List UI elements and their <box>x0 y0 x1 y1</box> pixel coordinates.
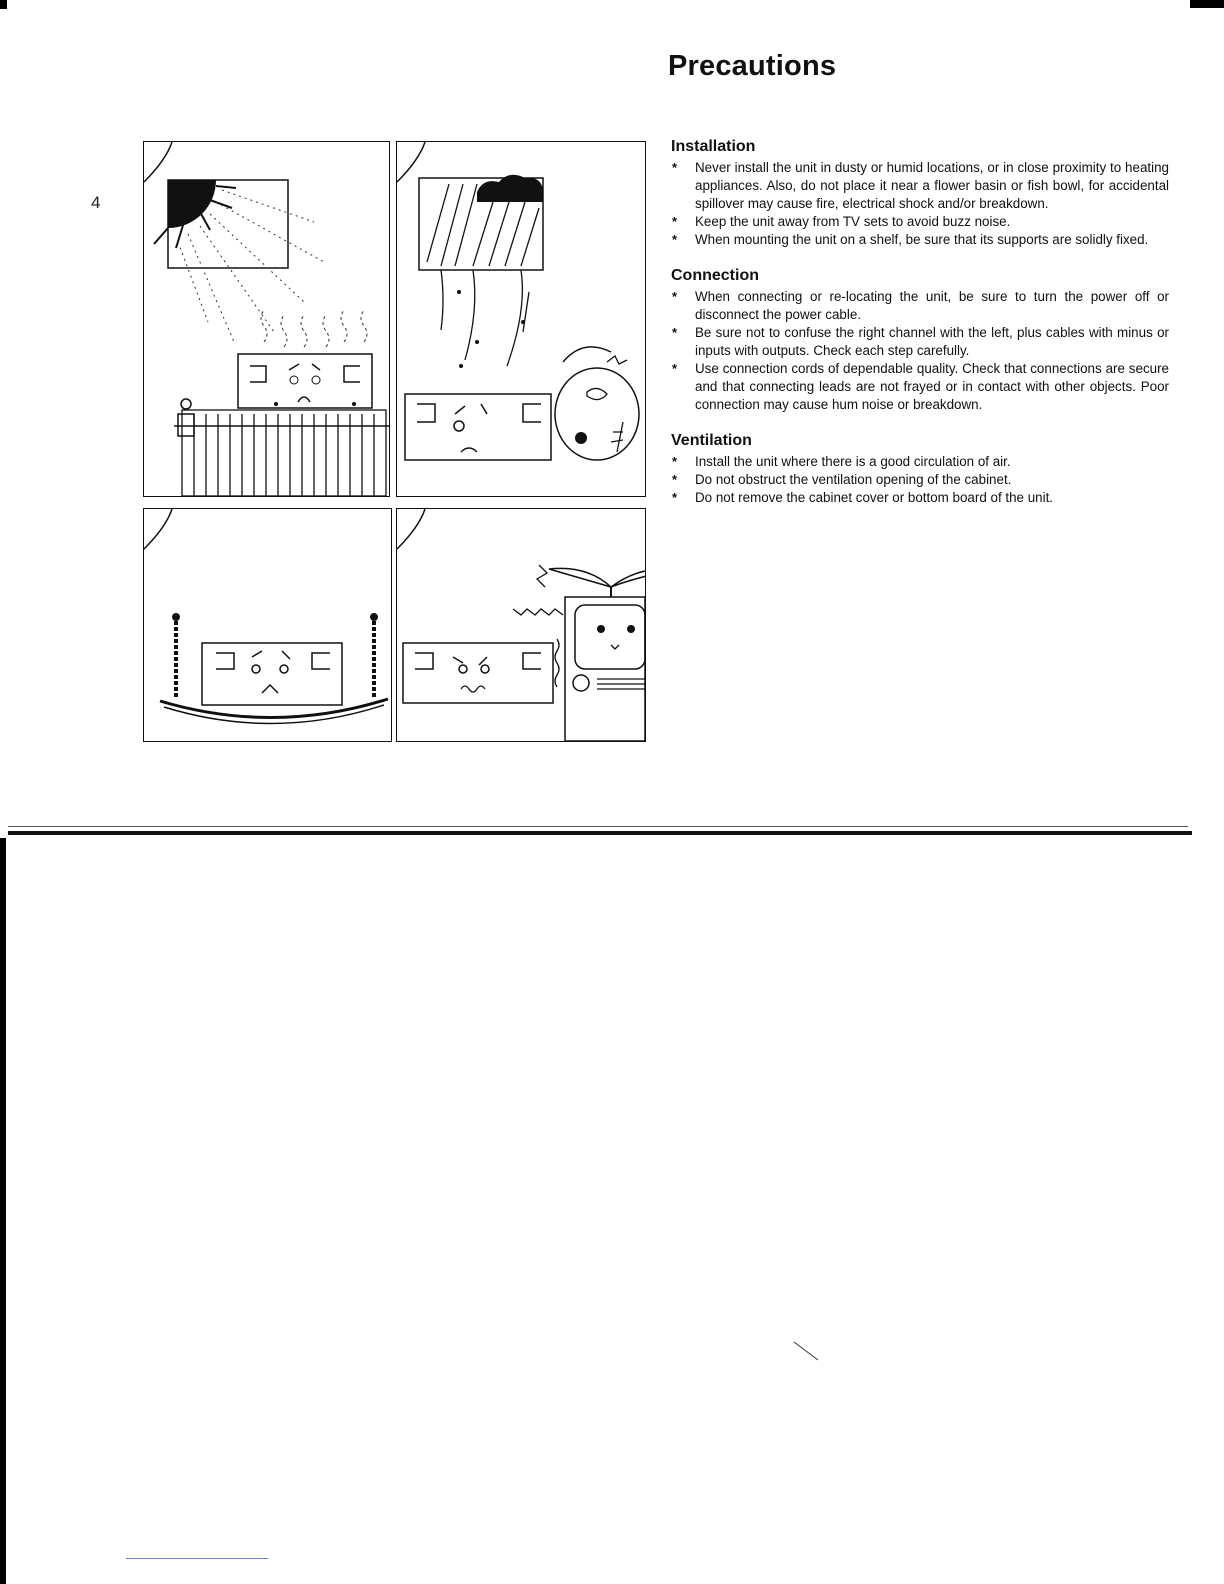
bullet-list <box>671 159 1169 249</box>
list-item <box>671 453 1169 471</box>
section-heading: Ventilation <box>671 432 752 449</box>
tv-buzz-illustration <box>397 509 645 741</box>
corner-mark <box>0 0 7 9</box>
bullet-list <box>671 453 1169 507</box>
bullet-star-icon: * <box>672 325 678 340</box>
page-title: Precautions <box>668 50 837 82</box>
list-item <box>671 360 1169 414</box>
illustration-shelf-panel <box>143 508 392 742</box>
illustration-tv-panel <box>396 508 646 742</box>
list-item <box>671 489 1169 507</box>
bullet-star-icon: * <box>672 472 678 487</box>
list-item <box>671 213 1169 231</box>
bullet-text: Use connection cords of dependable quality. Check that connections are secure and that connecting leads are not frayed or in contact with other objects. Poor connection may cause hum noise or breakdown. <box>695 361 1169 412</box>
scan-line <box>126 1558 268 1559</box>
illustration-heat-panel <box>143 141 390 497</box>
rain-fishbowl-illustration <box>397 142 645 496</box>
bullet-list <box>671 288 1169 414</box>
scan-edge <box>0 838 6 1584</box>
section-heading: Connection <box>671 267 759 284</box>
page-divider <box>8 831 1192 835</box>
list-item <box>671 471 1169 489</box>
scan-mark <box>790 1340 822 1362</box>
list-item <box>671 288 1169 324</box>
bullet-star-icon: * <box>672 454 678 469</box>
bullet-text: When mounting the unit on a shelf, be sure that its supports are solidly fixed. <box>695 232 1149 247</box>
sun-radiator-illustration <box>144 142 389 496</box>
illustration-rain-panel <box>396 141 646 497</box>
bullet-text: Keep the unit away from TV sets to avoid buzz noise. <box>695 214 1011 229</box>
bullet-star-icon: * <box>672 160 678 175</box>
corner-mark <box>1190 0 1224 8</box>
section-connection <box>671 266 1169 414</box>
bullet-star-icon: * <box>672 232 678 247</box>
section-heading: Installation <box>671 138 756 155</box>
bullet-text: Do not remove the cabinet cover or bottom board of the unit. <box>695 490 1054 505</box>
bullet-star-icon: * <box>672 361 678 376</box>
page-number: 4 <box>91 193 101 212</box>
section-installation <box>671 137 1169 249</box>
bullet-star-icon: * <box>672 289 678 304</box>
bullet-star-icon: * <box>672 214 678 229</box>
precautions-text <box>671 137 1169 524</box>
bullet-star-icon: * <box>672 490 678 505</box>
bullet-text: Install the unit where there is a good circulation of air. <box>695 454 1011 469</box>
hanging-shelf-illustration <box>144 509 391 741</box>
bullet-text: Be sure not to confuse the right channel with the left, plus cables with minus or inputs with outputs. Check each step carefully. <box>695 325 1169 358</box>
section-ventilation <box>671 431 1169 507</box>
list-item <box>671 324 1169 360</box>
bullet-text: When connecting or re-locating the unit, be sure to turn the power off or disconnect the power cable. <box>695 289 1169 322</box>
bullet-text: Do not obstruct the ventilation opening of the cabinet. <box>695 472 1012 487</box>
list-item <box>671 159 1169 213</box>
bullet-text: Never install the unit in dusty or humid locations, or in close proximity to heating appliances. Also, do not place it near a flower basin or fish bowl, for accidental spillover may cause fire, electrical shock and/or breakdown. <box>695 160 1169 211</box>
list-item <box>671 231 1169 249</box>
page-divider <box>8 826 1188 827</box>
